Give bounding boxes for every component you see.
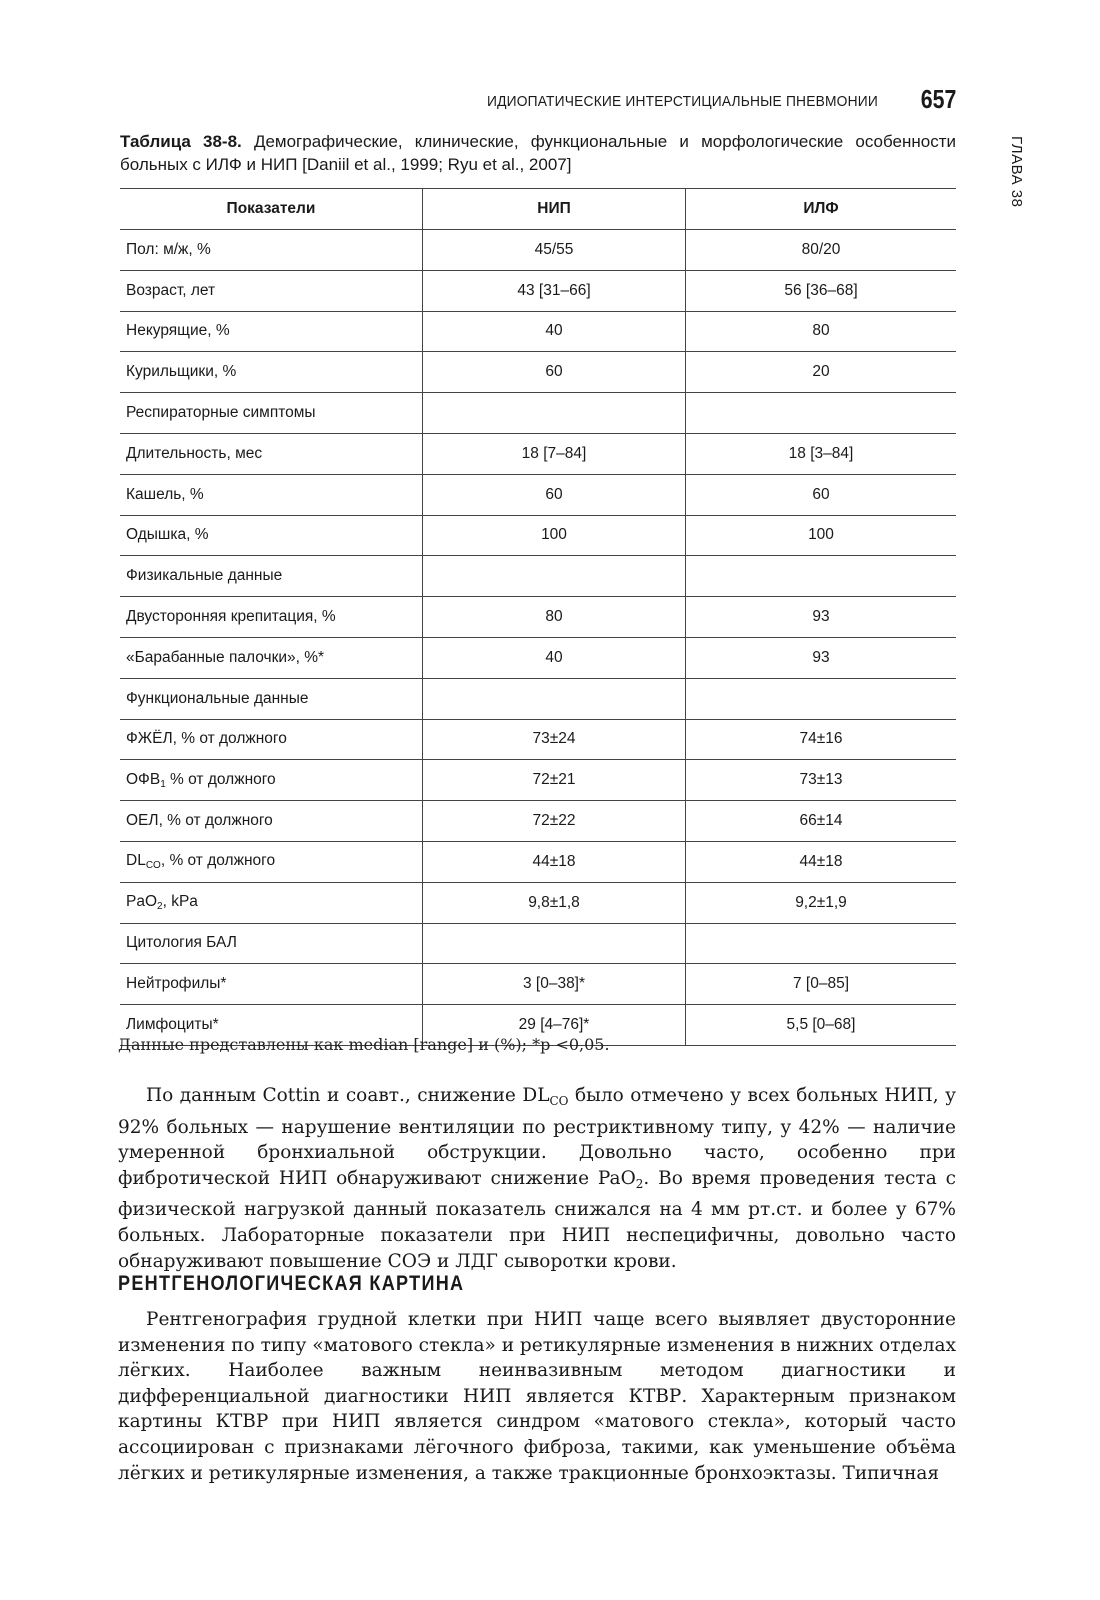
cell-ilf: 74±16 [686,719,957,760]
cell-nip: 60 [423,474,686,515]
cell-nip: 100 [423,515,686,556]
row-label: Возраст, лет [120,270,423,311]
cell-nip: 40 [423,637,686,678]
row-label: Лимфоциты* [120,1005,423,1046]
paragraph-subscript: 2 [635,1176,644,1191]
table-caption-label: Таблица 38-8. [120,132,242,151]
column-header-nip: НИП [423,189,686,230]
table-header-row [120,189,956,230]
row-label-suffix: % от должного [165,770,276,788]
table-caption-text: Демографические, клинические, функциональные и морфологические особенности больных с ИЛФ и НИП [Daniil et al., 1999; Ryu et al., 2007] [120,132,957,174]
paragraph-text: Рентгенография грудной клетки при НИП чаще всего выявляет двусторонние изменения по типу «матового стекла» и ретикулярные изменения в нижних отделах лёгких. Наиболее важным неинвазивным методом диагностики и дифференциальной диагностики НИП является КТВР. Характерным признаком картины КТВР при НИП является синдром «матового стекла», который часто ассоциирован с признаками лёгочного фиброза, такими, как уменьшение объёма лёгких и ретикулярные изменения, а также тракционные бронхоэктазы. Типичная [118,1309,957,1484]
row-label: Нейтрофилы* [120,964,423,1005]
column-header-ilf: ИЛФ [686,189,957,230]
table-row [120,760,956,801]
table-row [120,882,956,923]
row-label-main: PaO [126,893,158,911]
cell-ilf: 18 [3–84] [686,433,957,474]
chapter-side-label: ГЛАВА 38 [1008,136,1025,208]
cell-nip [423,678,686,719]
table-section-row [120,923,956,964]
row-label: Одышка, % [120,515,423,556]
table-row [120,352,956,393]
running-header [120,86,956,116]
chapter-side-tab [1008,136,1038,216]
row-label: ФЖЁЛ, % от должного [120,719,423,760]
row-label [120,760,423,801]
table-row [120,433,956,474]
column-header-indicator: Показатели [120,189,423,230]
cell-nip [423,556,686,597]
cell-ilf: 44±18 [686,841,957,882]
table-row [120,474,956,515]
cell-ilf: 80/20 [686,230,957,271]
row-label: «Барабанные палочки», %* [120,637,423,678]
row-label-suffix: , % от должного [160,852,276,870]
section-label: Цитология БАЛ [120,923,423,964]
body-paragraph-2 [118,1307,956,1486]
paragraph-subscript: CO [549,1094,569,1108]
table-row [120,964,956,1005]
cell-ilf: 66±14 [686,801,957,842]
cell-ilf [686,678,957,719]
paragraph-text: По данным Cottin и соавт., снижение DL [146,1085,550,1106]
paragraph-text: было отмечено у всех больных НИП, у 92% больных — нарушение вентиляции по рестриктивному типу, у 42% — наличие умеренной бронхиальной обструкции. Довольно часто, особенно при фибротической НИП обнаруживают снижение PaO [118,1085,956,1189]
row-label: Некурящие, % [120,311,423,352]
row-label-subscript: CO [145,860,161,872]
table-row [120,801,956,842]
cell-nip: 72±21 [423,760,686,801]
row-label: ОЕЛ, % от должного [120,801,423,842]
row-label-main: DL [126,852,146,870]
table-row [120,515,956,556]
paragraph-text: . Во время проведения теста с физической нагрузкой данный показатель снижался на 4 мм рт.ст. и более у 67% больных. Лабораторные показатели при НИП неспецифичны, довольно часто обнаруживают повышение СОЭ и ЛДГ сыворотки крови. [118,1167,956,1272]
table-row [120,637,956,678]
cell-ilf: 93 [686,637,957,678]
cell-nip: 9,8±1,8 [423,882,686,923]
table-row [120,270,956,311]
row-label: Двусторонняя крепитация, % [120,597,423,638]
cell-ilf: 100 [686,515,957,556]
cell-nip: 40 [423,311,686,352]
row-label: Кашель, % [120,474,423,515]
row-label-subscript: 2 [157,901,163,913]
row-label: Курильщики, % [120,352,423,393]
cell-nip: 72±22 [423,801,686,842]
table-row [120,841,956,882]
page-number: 657 [920,84,956,114]
cell-ilf: 20 [686,352,957,393]
row-label-main: ОФВ [126,770,161,788]
row-label [120,882,423,923]
table-section-row [120,556,956,597]
cell-nip: 43 [31–66] [423,270,686,311]
row-label [120,841,423,882]
table-note: Данные представлены как median [range] и (%); *p <0,05. [118,1035,610,1054]
body-paragraph-1 [118,1083,956,1274]
cell-ilf [686,393,957,434]
cell-ilf [686,923,957,964]
table-row [120,230,956,271]
table-section-row [120,678,956,719]
cell-ilf: 60 [686,474,957,515]
cell-ilf: 5,5 [0–68] [686,1005,957,1046]
cell-nip: 29 [4–76]* [423,1005,686,1046]
cell-nip: 44±18 [423,841,686,882]
cell-nip: 60 [423,352,686,393]
cell-nip: 3 [0–38]* [423,964,686,1005]
section-label: Функциональные данные [120,678,423,719]
cell-nip: 80 [423,597,686,638]
data-table [120,188,956,1046]
cell-nip: 45/55 [423,230,686,271]
cell-ilf: 56 [36–68] [686,270,957,311]
cell-ilf: 73±13 [686,760,957,801]
cell-ilf: 93 [686,597,957,638]
table-row [120,311,956,352]
table-row [120,719,956,760]
row-label-suffix: , kPa [162,893,198,911]
row-label-subscript: 1 [160,778,166,790]
table-section-row [120,393,956,434]
cell-ilf: 80 [686,311,957,352]
running-title: ИДИОПАТИЧЕСКИЕ ИНТЕРСТИЦИАЛЬНЫЕ ПНЕВМОНИИ [487,93,878,110]
cell-nip: 73±24 [423,719,686,760]
section-label: Физикальные данные [120,556,423,597]
row-label: Длительность, мес [120,433,423,474]
cell-nip [423,393,686,434]
section-heading: РЕНТГЕНОЛОГИЧЕСКАЯ КАРТИНА [118,1272,465,1295]
section-label: Респираторные симптомы [120,393,423,434]
table-row [120,597,956,638]
cell-nip: 18 [7–84] [423,433,686,474]
cell-nip [423,923,686,964]
cell-ilf: 7 [0–85] [686,964,957,1005]
row-label: Пол: м/ж, % [120,230,423,271]
table-caption [120,130,956,176]
cell-ilf: 9,2±1,9 [686,882,957,923]
cell-ilf [686,556,957,597]
